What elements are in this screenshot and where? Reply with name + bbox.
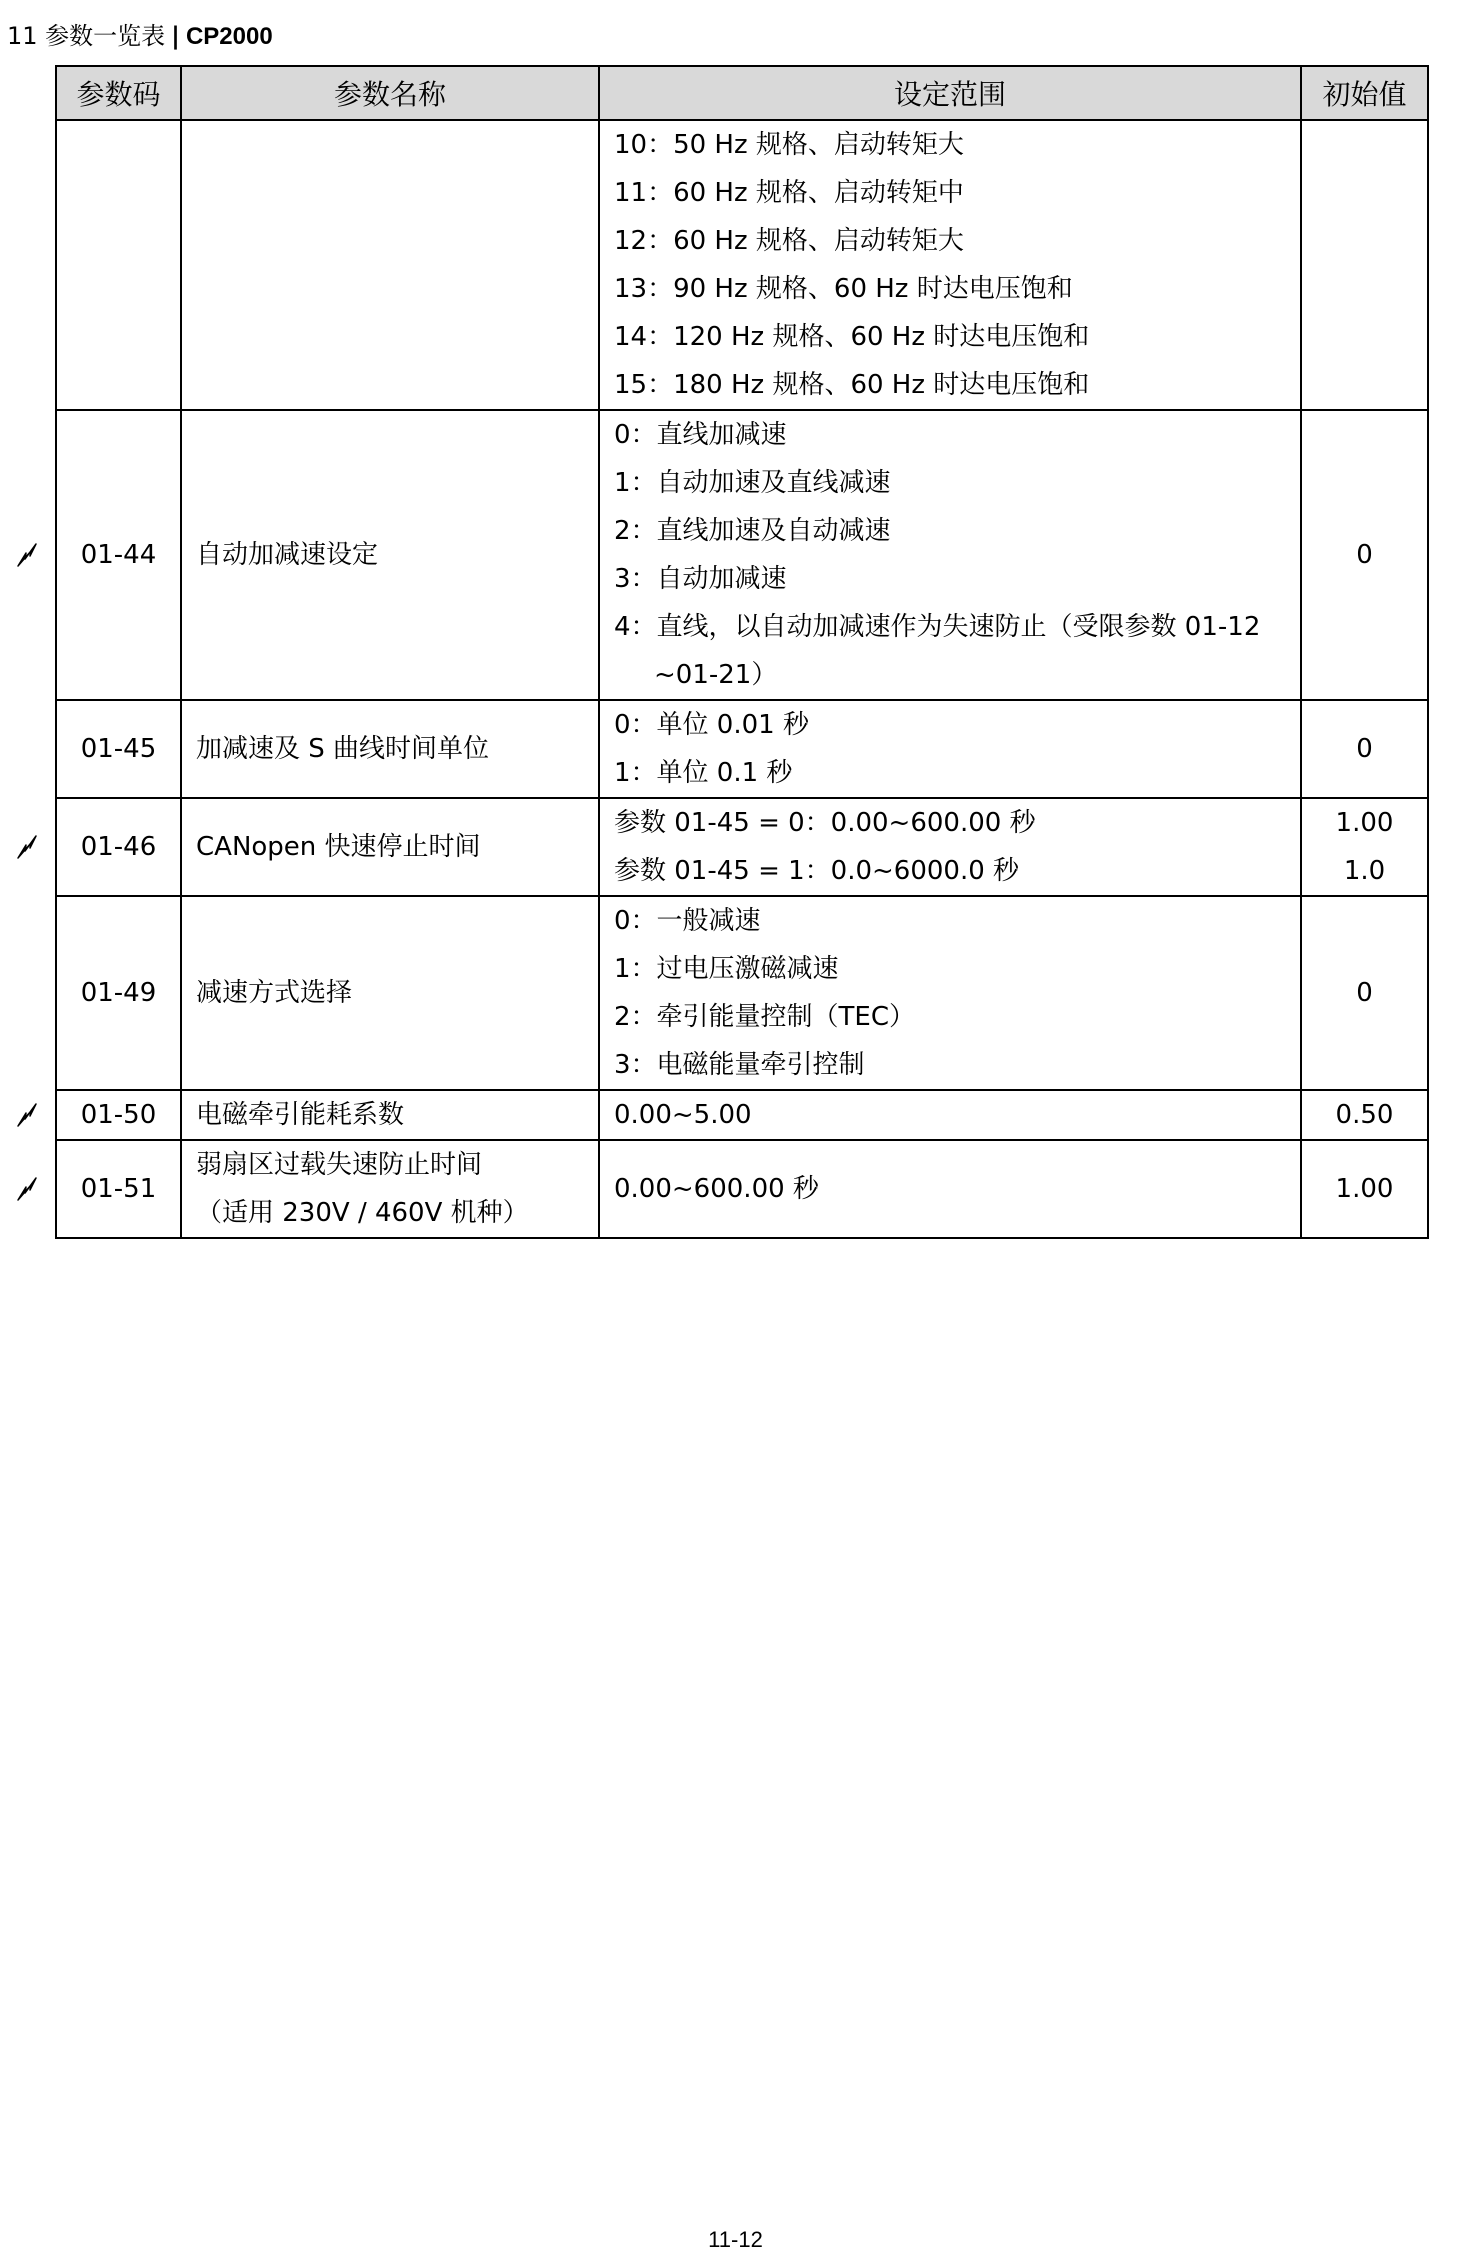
param-name <box>181 1090 599 1140</box>
column-header-code: 参数码 <box>56 66 181 120</box>
range-option: 14：120 Hz 规格、60 Hz 时达电压饱和 <box>614 322 1090 352</box>
param-code <box>56 120 181 410</box>
param-code: 01-51 <box>56 1140 181 1238</box>
range-option: 1：过电压激磁减速 <box>614 954 839 984</box>
param-range <box>599 798 1301 896</box>
table-row <box>56 798 1428 896</box>
range-option: 0：单位 0.01 秒 <box>614 710 809 740</box>
param-code: 01-50 <box>56 1090 181 1140</box>
table-row <box>56 120 1428 410</box>
param-range <box>599 896 1301 1090</box>
param-name-line: 加减速及 S 曲线时间单位 <box>196 734 490 764</box>
range-option: 3：自动加减速 <box>614 564 787 594</box>
param-default <box>1301 410 1428 700</box>
range-option: 1：单位 0.1 秒 <box>614 758 793 788</box>
param-code: 01-45 <box>56 700 181 798</box>
range-option: 1：自动加速及直线减速 <box>614 468 891 498</box>
parameter-table <box>55 65 1429 1239</box>
column-header-name: 参数名称 <box>181 66 599 120</box>
table-row <box>56 1140 1428 1238</box>
range-option: 2：直线加速及自动减速 <box>614 516 891 546</box>
table-row <box>56 700 1428 798</box>
range-option: 12：60 Hz 规格、启动转矩大 <box>614 226 964 256</box>
param-name-line: （适用 230V / 460V 机种） <box>196 1198 529 1228</box>
range-option: 0：直线加减速 <box>614 420 787 450</box>
range-option: 13：90 Hz 规格、60 Hz 时达电压饱和 <box>614 274 1073 304</box>
param-name-line: 弱扇区过载失速防止时间 <box>196 1150 483 1180</box>
param-range <box>599 1140 1301 1238</box>
chapter-title: 11 参数一览表 <box>7 22 166 50</box>
param-default <box>1301 700 1428 798</box>
default-value: 0 <box>1356 734 1373 764</box>
param-default <box>1301 896 1428 1090</box>
modifiable-while-running-icon <box>14 1100 40 1130</box>
param-range <box>599 1090 1301 1140</box>
range-option: 0.00~600.00 秒 <box>614 1174 819 1204</box>
param-name-line: 减速方式选择 <box>196 978 353 1008</box>
range-option: 10：50 Hz 规格、启动转矩大 <box>614 130 964 160</box>
table-row <box>56 896 1428 1090</box>
range-option: 2：牵引能量控制（TEC） <box>614 1002 916 1032</box>
page-number: 11-12 <box>708 2227 763 2252</box>
param-name-line: 自动加减速设定 <box>196 540 379 570</box>
range-option: 0：一般减速 <box>614 906 761 936</box>
param-range <box>599 120 1301 410</box>
modifiable-while-running-icon <box>14 1174 40 1204</box>
default-value: 0 <box>1356 978 1373 1008</box>
range-option: 3：电磁能量牵引控制 <box>614 1050 865 1080</box>
param-default <box>1301 798 1428 896</box>
param-name <box>181 896 599 1090</box>
param-code: 01-49 <box>56 896 181 1090</box>
range-option: 4：直线，以自动加减速作为失速防止（受限参数 01-12 <box>614 612 1261 642</box>
default-value: 0 <box>1356 540 1373 570</box>
model-name: CP2000 <box>185 23 273 50</box>
param-range <box>599 700 1301 798</box>
param-name <box>181 1140 599 1238</box>
param-default <box>1301 1090 1428 1140</box>
param-name-line: CANopen 快速停止时间 <box>196 832 481 862</box>
default-value: 1.00 <box>1335 808 1394 838</box>
default-value: 1.00 <box>1335 1174 1394 1204</box>
param-name <box>181 410 599 700</box>
modifiable-while-running-icon <box>14 832 40 862</box>
header-separator: | <box>171 22 180 50</box>
range-option: 参数 01-45 = 1：0.0~6000.0 秒 <box>614 856 1020 886</box>
table-row <box>56 410 1428 700</box>
default-value: 0.50 <box>1335 1100 1394 1130</box>
param-code: 01-44 <box>56 410 181 700</box>
param-name-line: 电磁牵引能耗系数 <box>196 1100 405 1130</box>
modifiable-while-running-icon <box>14 540 40 570</box>
table-row <box>56 1090 1428 1140</box>
range-option: 11：60 Hz 规格、启动转矩中 <box>614 178 964 208</box>
range-option: 0.00~5.00 <box>614 1100 752 1130</box>
param-name <box>181 798 599 896</box>
param-default <box>1301 1140 1428 1238</box>
range-option: ~01-21） <box>654 660 778 690</box>
range-option: 参数 01-45 = 0：0.00~600.00 秒 <box>614 808 1036 838</box>
param-range <box>599 410 1301 700</box>
page-header <box>7 16 273 51</box>
column-header-default: 初始值 <box>1301 66 1428 120</box>
param-code: 01-46 <box>56 798 181 896</box>
table-header-row <box>56 66 1428 120</box>
param-name <box>181 700 599 798</box>
default-value: 1.0 <box>1343 856 1386 886</box>
param-name <box>181 120 599 410</box>
param-default <box>1301 120 1428 410</box>
column-header-range: 设定范围 <box>599 66 1301 120</box>
range-option: 15：180 Hz 规格、60 Hz 时达电压饱和 <box>614 370 1090 400</box>
